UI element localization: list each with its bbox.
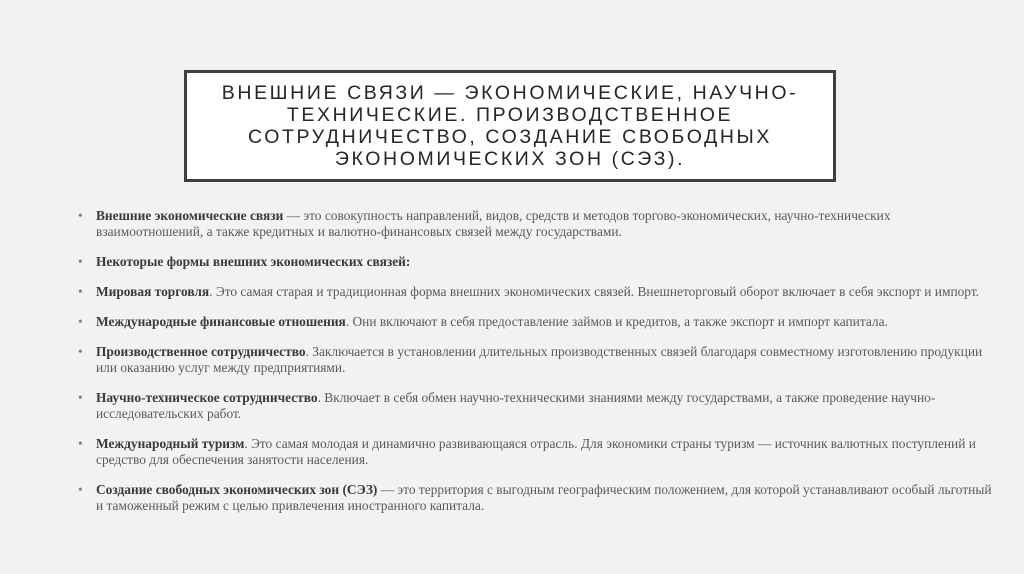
list-item xyxy=(76,482,996,514)
item-term: Производственное сотрудничество xyxy=(96,344,306,359)
item-term: Научно-техническое сотрудничество xyxy=(96,390,318,405)
list-item xyxy=(76,314,996,330)
list-item xyxy=(76,254,996,270)
list-item xyxy=(76,436,996,468)
item-term: Внешние экономические связи xyxy=(96,208,284,223)
item-term: Некоторые формы внешних экономических связей: xyxy=(96,254,411,269)
item-term: Мировая торговля xyxy=(96,284,210,299)
bullet-icon: • xyxy=(78,208,83,223)
item-term: Международные финансовые отношения xyxy=(96,314,346,329)
list-item xyxy=(76,284,996,300)
bullet-icon: • xyxy=(78,344,83,359)
bullet-icon: • xyxy=(78,284,83,299)
item-term: Создание свободных экономических зон (СЭЗ) xyxy=(96,482,378,497)
bullet-icon: • xyxy=(78,314,83,329)
item-text: . Это самая молодая и динамично развивающаяся отрасль. Для экономики страны туризм — источник валютных поступлений и средство для обеспечения занятости населения. xyxy=(96,436,976,467)
bullet-icon: • xyxy=(78,482,83,497)
item-text: . Они включают в себя предоставление займов и кредитов, а также экспорт и импорт капитала. xyxy=(345,314,888,329)
item-text: . Это самая старая и традиционная форма внешних экономических связей. Внешнеторговый оборот включает в себя экспорт и импорт. xyxy=(209,284,980,299)
bullet-icon: • xyxy=(78,254,83,269)
bullet-icon: • xyxy=(78,436,83,451)
item-text: — это совокупность направлений, видов, средств и методов торгово-экономических, научно-технических взаимоотношений, а также кредитных и валютно-финансовых связей между государствами. xyxy=(96,208,891,239)
item-text: . Включает в себя обмен научно-техническими знаниями между государствами, а также проведение научно-исследовательских работ. xyxy=(96,390,936,421)
content-list xyxy=(76,208,996,528)
item-text: . Заключается в установлении длительных производственных связей благодаря совместному изготовлению продукции или оказанию услуг между предприятиями. xyxy=(96,344,983,375)
list-item xyxy=(76,390,996,422)
list-item xyxy=(76,208,996,240)
item-text: — это территория с выгодным географическим положением, для которой устанавливают особый льготный и таможенный режим с целью привлечения иностранного капитала. xyxy=(96,482,992,513)
list-item xyxy=(76,344,996,376)
bullet-icon: • xyxy=(78,390,83,405)
title-box xyxy=(184,70,836,182)
item-term: Международный туризм xyxy=(96,436,245,451)
slide-title: ВНЕШНИЕ СВЯЗИ — ЭКОНОМИЧЕСКИЕ, НАУЧНО-ТЕХНИЧЕСКИЕ. ПРОИЗВОДСТВЕННОЕ СОТРУДНИЧЕСТВО, СОЗДАНИЕ СВОБОДНЫХ ЭКОНОМИЧЕСКИХ ЗОН (СЭЗ). xyxy=(221,82,799,170)
